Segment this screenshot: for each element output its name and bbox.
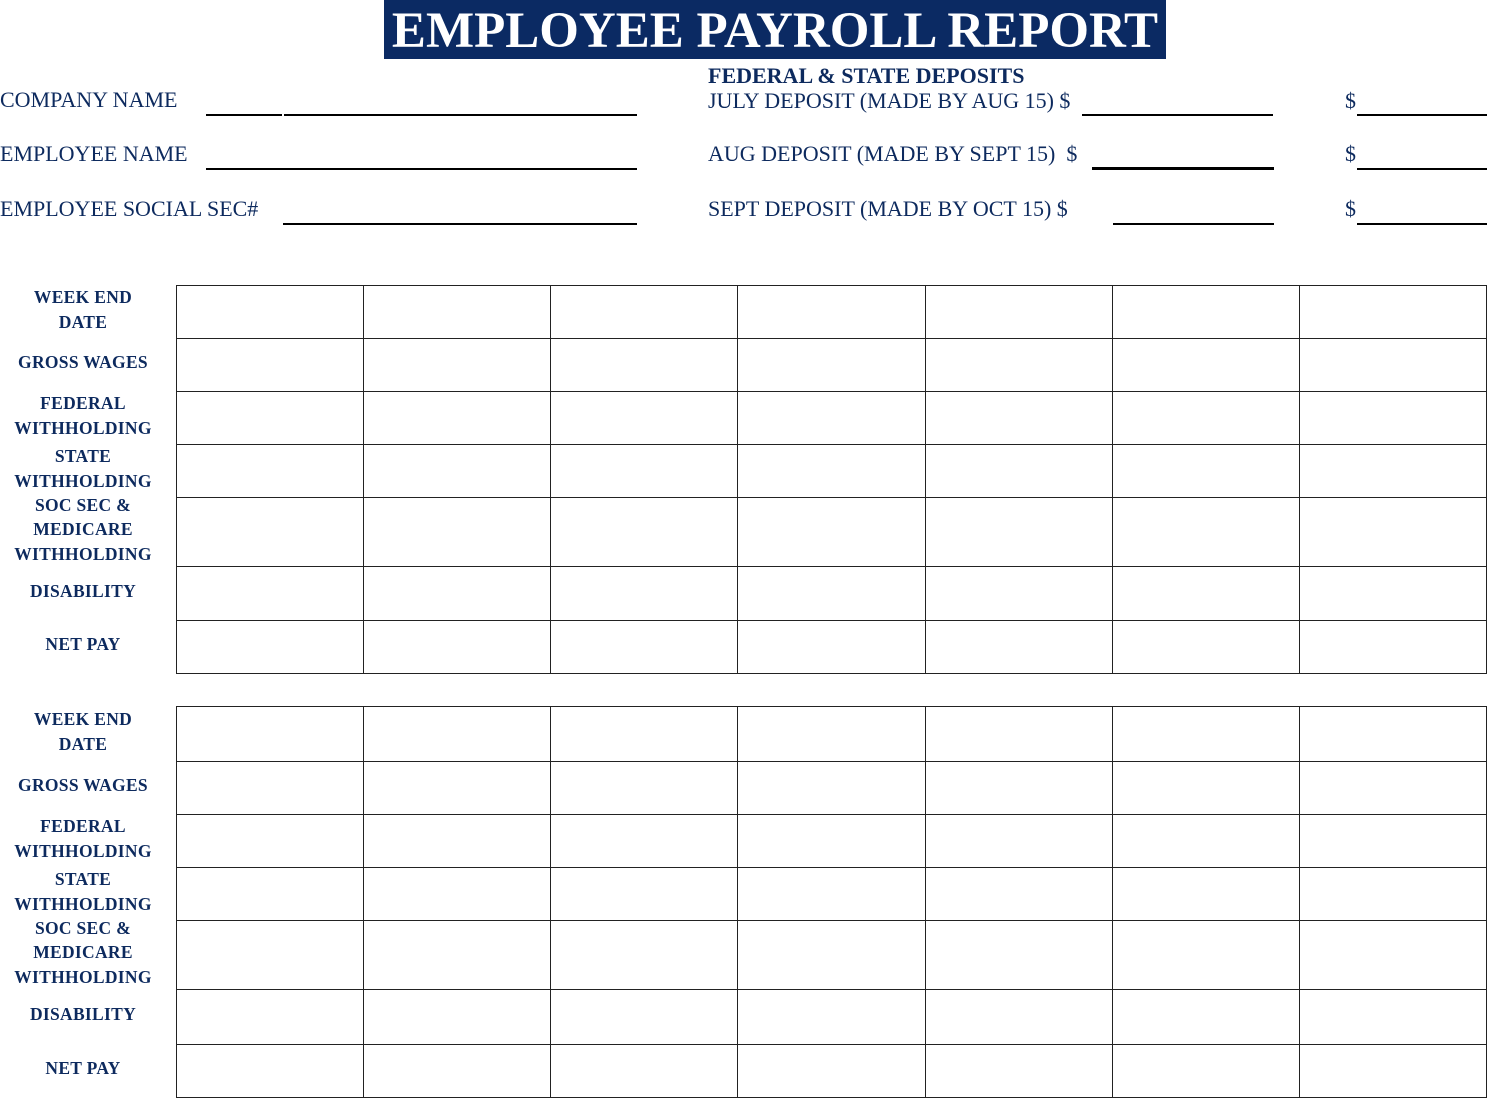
entry-cell[interactable]: [1112, 621, 1299, 674]
entry-cell[interactable]: [925, 392, 1112, 445]
entry-cell[interactable]: [1112, 445, 1299, 498]
table-row: [177, 286, 1487, 339]
entry-cell[interactable]: [551, 392, 738, 445]
table-row: [177, 815, 1487, 868]
row-label: GROSS WAGES: [18, 352, 148, 373]
entry-cell[interactable]: [925, 990, 1112, 1045]
july-deposit-label: JULY DEPOSIT (MADE BY AUG 15) $: [708, 88, 1071, 113]
entry-cell[interactable]: [738, 498, 925, 567]
entry-cell[interactable]: [1112, 707, 1299, 762]
entry-cell[interactable]: [925, 445, 1112, 498]
entry-cell[interactable]: [177, 445, 364, 498]
row-label: WEEK END DATE: [33, 709, 133, 754]
entry-cell[interactable]: [551, 621, 738, 674]
entry-cell[interactable]: [1299, 1045, 1486, 1098]
entry-cell[interactable]: [1299, 286, 1486, 339]
payroll-grid-1: [176, 285, 1487, 674]
aug-deposit-label: AUG DEPOSIT (MADE BY SEPT 15) $: [708, 141, 1078, 166]
entry-cell[interactable]: [364, 815, 551, 868]
employee-ssn-label: EMPLOYEE SOCIAL SEC#: [0, 196, 259, 221]
entry-cell[interactable]: [738, 567, 925, 621]
entry-cell[interactable]: [1112, 392, 1299, 445]
entry-cell[interactable]: [1112, 567, 1299, 621]
company-name-label: COMPANY NAME: [0, 87, 178, 112]
company-name-field-part1[interactable]: [206, 114, 282, 116]
entry-cell[interactable]: [177, 1045, 364, 1098]
entry-cell[interactable]: [925, 621, 1112, 674]
entry-cell[interactable]: [551, 868, 738, 921]
entry-cell[interactable]: [1112, 868, 1299, 921]
entry-cell[interactable]: [551, 567, 738, 621]
entry-cell[interactable]: [738, 762, 925, 815]
entry-cell[interactable]: [1299, 392, 1486, 445]
july-deposit-field[interactable]: [1082, 114, 1273, 116]
table-row: [177, 707, 1487, 762]
entry-cell[interactable]: [925, 498, 1112, 567]
entry-cell[interactable]: [364, 621, 551, 674]
page-title: EMPLOYEE PAYROLL REPORT: [384, 0, 1166, 59]
deposits-heading: FEDERAL & STATE DEPOSITS: [708, 63, 1025, 88]
entry-cell[interactable]: [551, 990, 738, 1045]
entry-cell[interactable]: [925, 868, 1112, 921]
entry-cell[interactable]: [738, 815, 925, 868]
row-label: NET PAY: [45, 1058, 121, 1079]
entry-cell[interactable]: [1299, 498, 1486, 567]
entry-cell[interactable]: [551, 286, 738, 339]
july-deposit-field-2[interactable]: [1357, 114, 1487, 116]
entry-cell[interactable]: [738, 990, 925, 1045]
table-row: [177, 621, 1487, 674]
entry-cell[interactable]: [1299, 445, 1486, 498]
entry-cell[interactable]: [925, 815, 1112, 868]
entry-cell[interactable]: [1112, 990, 1299, 1045]
entry-cell[interactable]: [1112, 815, 1299, 868]
table-row: [177, 990, 1487, 1045]
entry-cell[interactable]: [364, 445, 551, 498]
entry-cell[interactable]: [738, 1045, 925, 1098]
entry-cell[interactable]: [177, 921, 364, 990]
entry-cell[interactable]: [551, 498, 738, 567]
table-row: [177, 921, 1487, 990]
entry-cell[interactable]: [738, 621, 925, 674]
entry-cell[interactable]: [551, 339, 738, 392]
entry-cell[interactable]: [1299, 762, 1486, 815]
row-label: FEDERAL WITHHOLDING: [14, 393, 152, 438]
entry-cell[interactable]: [364, 990, 551, 1045]
table-row: [177, 1045, 1487, 1098]
table-row: [177, 339, 1487, 392]
row-label: DISABILITY: [29, 580, 137, 601]
entry-cell[interactable]: [1299, 339, 1486, 392]
entry-cell[interactable]: [364, 921, 551, 990]
row-label: NET PAY: [45, 634, 121, 655]
entry-cell[interactable]: [177, 286, 364, 339]
table-row: [177, 392, 1487, 445]
entry-cell[interactable]: [177, 868, 364, 921]
table-row: [177, 567, 1487, 621]
entry-cell[interactable]: [925, 1045, 1112, 1098]
entry-cell[interactable]: [364, 868, 551, 921]
aug-deposit-field-2[interactable]: [1357, 168, 1487, 170]
entry-cell[interactable]: [551, 1045, 738, 1098]
entry-cell[interactable]: [364, 339, 551, 392]
employee-name-label: EMPLOYEE NAME: [0, 141, 188, 166]
sept-deposit-currency: $: [1345, 196, 1356, 221]
entry-cell[interactable]: [364, 1045, 551, 1098]
table-row: [177, 498, 1487, 567]
entry-cell[interactable]: [925, 707, 1112, 762]
row-label: GROSS WAGES: [18, 775, 148, 796]
sept-deposit-field-2[interactable]: [1357, 223, 1487, 225]
entry-cell[interactable]: [1299, 990, 1486, 1045]
entry-cell[interactable]: [1112, 921, 1299, 990]
row-label: STATE WITHHOLDING: [14, 869, 152, 914]
entry-cell[interactable]: [177, 990, 364, 1045]
entry-cell[interactable]: [551, 815, 738, 868]
july-deposit-currency: $: [1345, 88, 1356, 113]
entry-cell[interactable]: [738, 445, 925, 498]
aug-deposit-currency: $: [1345, 141, 1356, 166]
entry-cell[interactable]: [551, 921, 738, 990]
entry-cell[interactable]: [738, 339, 925, 392]
company-name-field[interactable]: [284, 114, 637, 116]
entry-cell[interactable]: [177, 567, 364, 621]
entry-cell[interactable]: [1299, 815, 1486, 868]
sept-deposit-field[interactable]: [1113, 223, 1274, 225]
payroll-grid-2: [176, 706, 1487, 1098]
entry-cell[interactable]: [364, 762, 551, 815]
entry-cell[interactable]: [551, 445, 738, 498]
entry-cell[interactable]: [738, 286, 925, 339]
entry-cell[interactable]: [1112, 339, 1299, 392]
row-label: DISABILITY: [29, 1004, 137, 1025]
entry-cell[interactable]: [738, 707, 925, 762]
entry-cell[interactable]: [1112, 1045, 1299, 1098]
entry-cell[interactable]: [1112, 498, 1299, 567]
entry-cell[interactable]: [925, 762, 1112, 815]
entry-cell[interactable]: [1112, 286, 1299, 339]
row-label: SOC SEC & MEDICARE WITHHOLDING: [14, 494, 152, 564]
row-label: SOC SEC & MEDICARE WITHHOLDING: [14, 917, 152, 987]
entry-cell[interactable]: [925, 921, 1112, 990]
entry-cell[interactable]: [738, 392, 925, 445]
entry-cell[interactable]: [1299, 868, 1486, 921]
entry-cell[interactable]: [551, 762, 738, 815]
aug-deposit-field[interactable]: [1092, 167, 1274, 170]
entry-cell[interactable]: [364, 392, 551, 445]
entry-cell[interactable]: [177, 621, 364, 674]
entry-cell[interactable]: [551, 707, 738, 762]
entry-cell[interactable]: [1299, 621, 1486, 674]
table-row: [177, 445, 1487, 498]
entry-cell[interactable]: [177, 392, 364, 445]
entry-cell[interactable]: [1299, 921, 1486, 990]
entry-cell[interactable]: [177, 762, 364, 815]
employee-ssn-field[interactable]: [283, 223, 637, 225]
entry-cell[interactable]: [364, 498, 551, 567]
entry-cell[interactable]: [738, 921, 925, 990]
entry-cell[interactable]: [1299, 707, 1486, 762]
table-row: [177, 868, 1487, 921]
entry-cell[interactable]: [177, 815, 364, 868]
table-row: [177, 762, 1487, 815]
entry-cell[interactable]: [177, 339, 364, 392]
sept-deposit-label: SEPT DEPOSIT (MADE BY OCT 15) $: [708, 196, 1068, 221]
entry-cell[interactable]: [1299, 567, 1486, 621]
entry-cell[interactable]: [364, 707, 551, 762]
entry-cell[interactable]: [177, 707, 364, 762]
row-label: WEEK END DATE: [33, 287, 133, 332]
entry-cell[interactable]: [925, 339, 1112, 392]
row-label: FEDERAL WITHHOLDING: [14, 816, 152, 861]
row-label: STATE WITHHOLDING: [14, 446, 152, 491]
employee-name-field[interactable]: [206, 168, 637, 170]
entry-cell[interactable]: [738, 868, 925, 921]
entry-cell[interactable]: [1112, 762, 1299, 815]
entry-cell[interactable]: [364, 286, 551, 339]
entry-cell[interactable]: [364, 567, 551, 621]
entry-cell[interactable]: [925, 286, 1112, 339]
entry-cell[interactable]: [925, 567, 1112, 621]
entry-cell[interactable]: [177, 498, 364, 567]
